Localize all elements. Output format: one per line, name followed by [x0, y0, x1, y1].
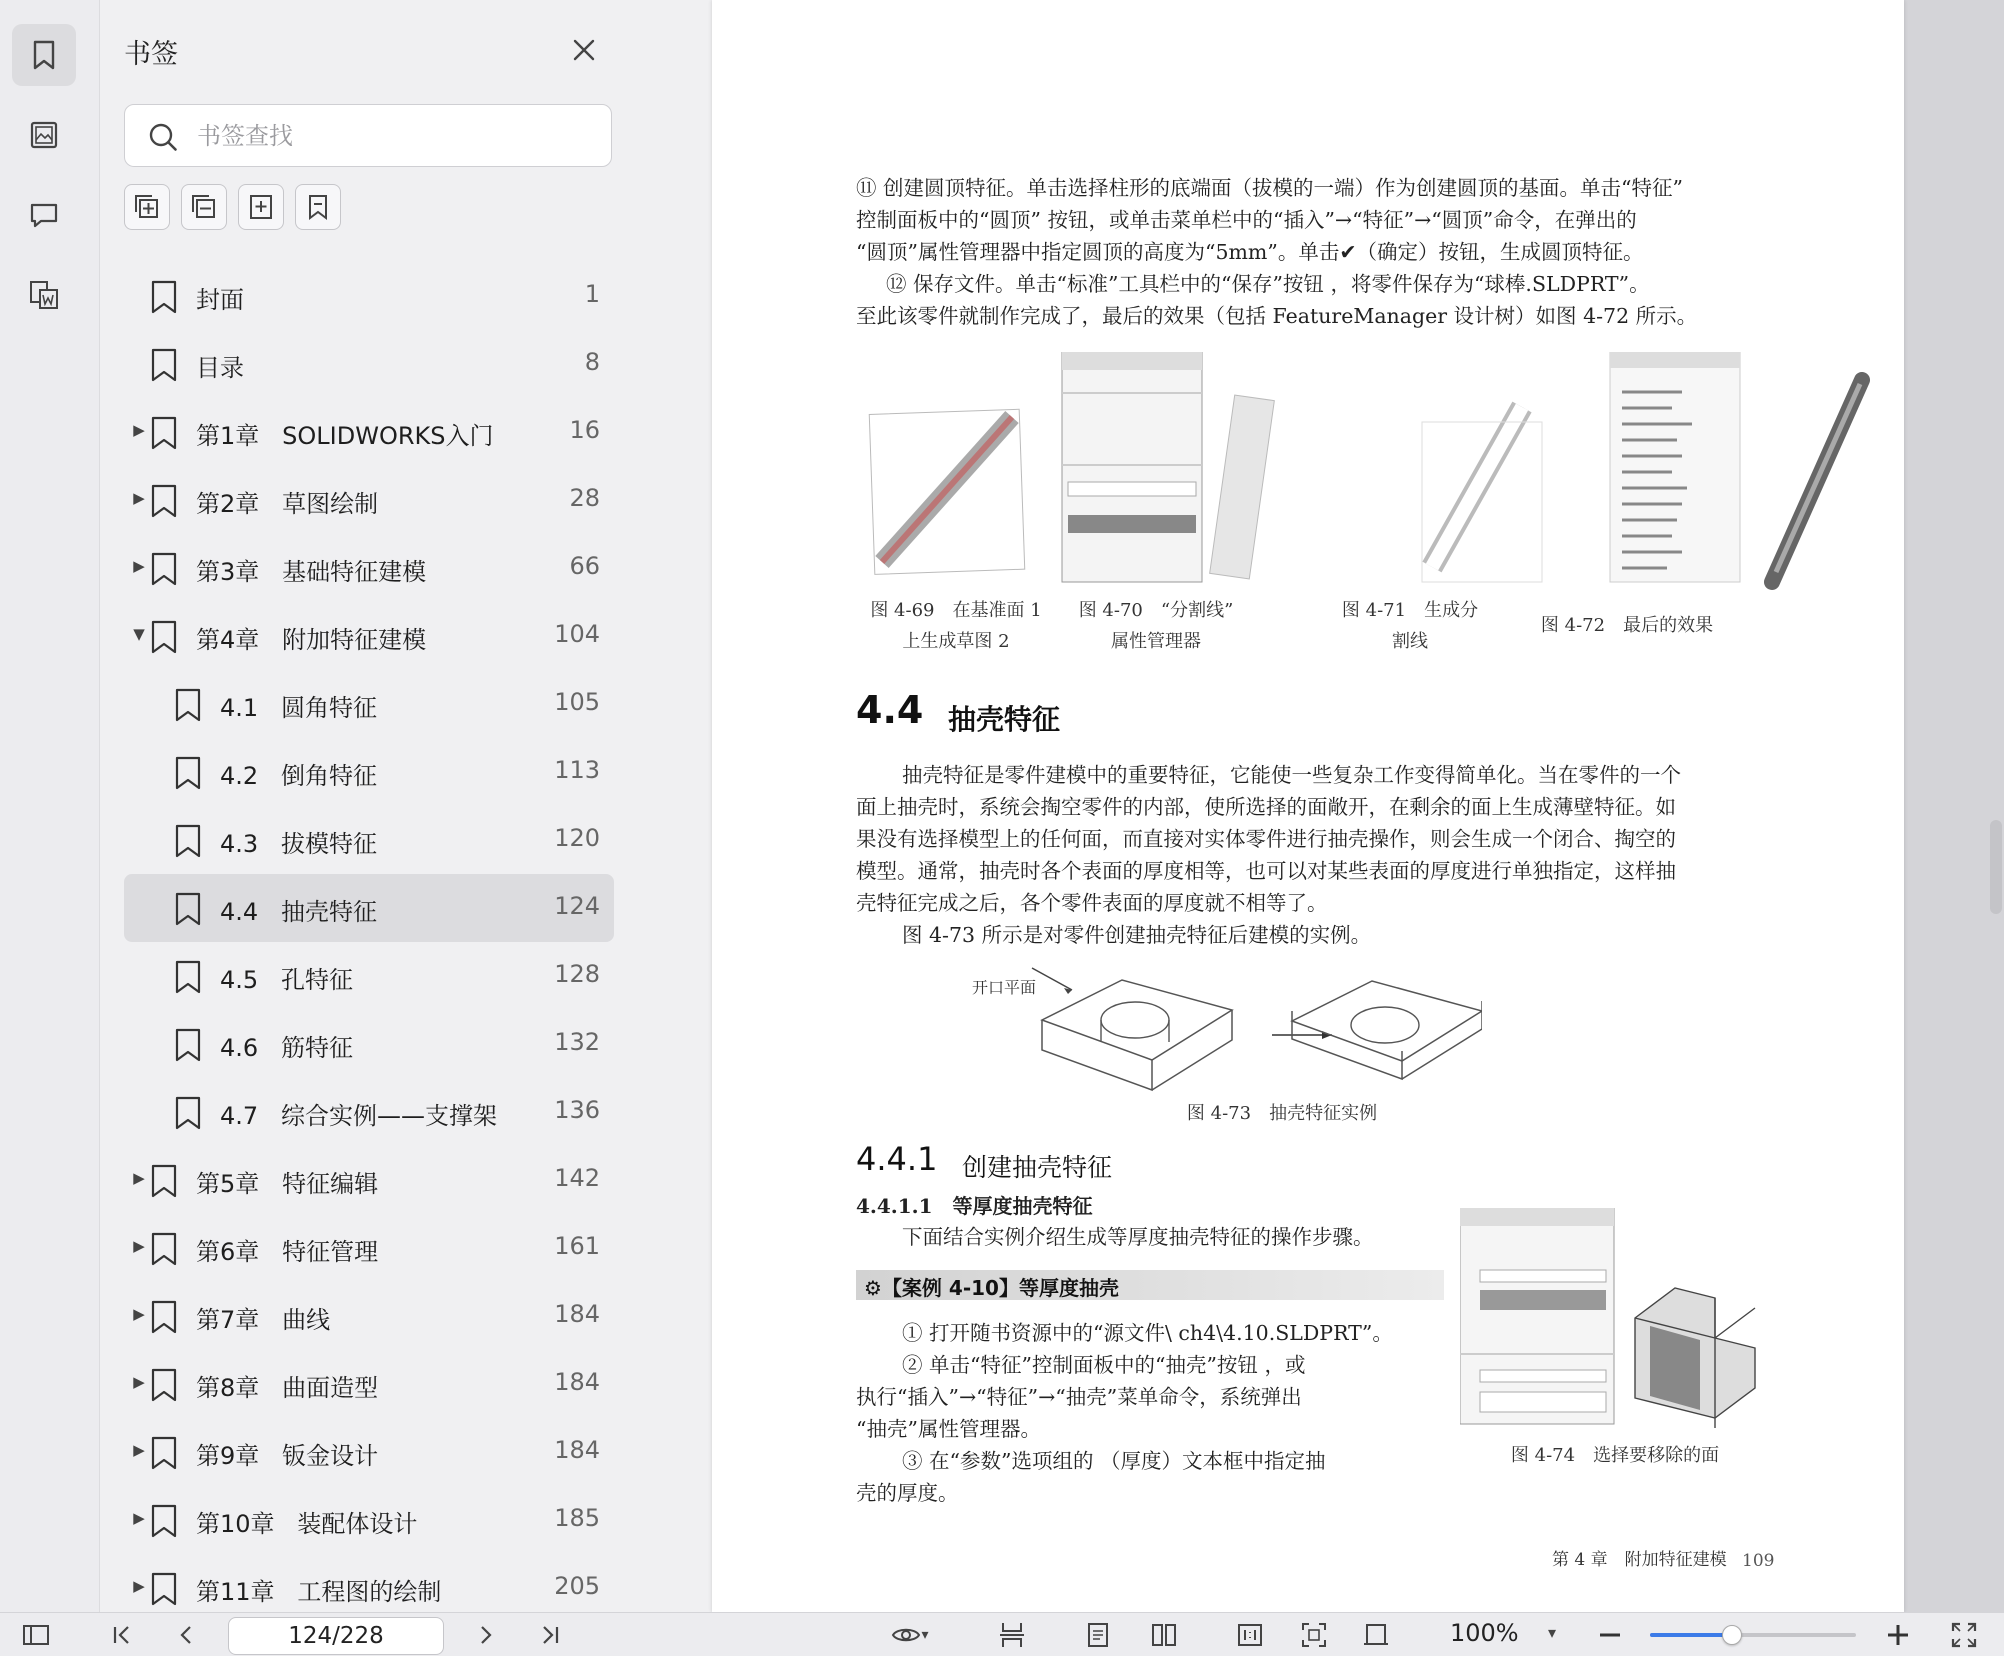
- bookmark-item[interactable]: [124, 670, 614, 738]
- bookmark-page-number: 28: [569, 484, 600, 512]
- bookmark-icon: [150, 1572, 178, 1606]
- figure-4-70-image: [1062, 352, 1274, 582]
- bookmark-icon: [150, 1300, 178, 1334]
- figure-4-71-image: [1422, 407, 1542, 582]
- bookmark-page-number: 105: [554, 688, 600, 716]
- comment-panel-button[interactable]: [12, 184, 76, 246]
- bookmark-page-number: 184: [554, 1368, 600, 1396]
- bookmark-icon: [174, 960, 202, 994]
- subsubsection-title: 4.4.1.1 等厚度抽壳特征: [856, 1194, 1093, 1218]
- chevron-right-icon: [471, 1620, 501, 1650]
- caption-4-69: [854, 595, 1058, 657]
- bookmark-label: 第7章 曲线: [196, 1306, 331, 1334]
- step-line: ③ 在“参数”选项组的 （厚度）文本框中指定抽: [902, 1449, 1326, 1473]
- bookmark-page-number: 142: [554, 1164, 600, 1192]
- bookmark-item[interactable]: [124, 398, 614, 466]
- bookmark-icon: [150, 484, 178, 518]
- paragraph-line: 下面结合实例介绍生成等厚度抽壳特征的操作步骤。: [902, 1225, 1374, 1249]
- bookmark-item[interactable]: [124, 874, 614, 942]
- bookmark-page-number: 8: [584, 348, 600, 376]
- bookmark-page-number: 113: [554, 756, 600, 784]
- bookmark-page-number: 132: [554, 1028, 600, 1056]
- chevron-down-icon: ▾: [921, 1627, 929, 1643]
- caption-4-71: [1322, 595, 1498, 657]
- expand-arrow-right-icon[interactable]: ▶: [133, 1373, 145, 1391]
- zoom-level[interactable]: 100%: [1450, 1619, 1519, 1647]
- bookmark-page-number: 104: [554, 620, 600, 648]
- bookmark-label: 4.1 圆角特征: [220, 694, 378, 722]
- expand-arrow-right-icon[interactable]: ▶: [133, 1305, 145, 1323]
- bookmark-toolbar: [124, 184, 341, 234]
- bookmark-icon: [150, 1504, 178, 1538]
- fullscreen-icon: [1949, 1620, 1979, 1650]
- caption-4-74: 图 4-74 选择要移除的面: [1510, 1445, 1720, 1466]
- bookmark-label: 第5章 特征编辑: [196, 1170, 379, 1198]
- expand-arrow-right-icon[interactable]: ▶: [133, 489, 145, 507]
- caption-line: 图 4-70 “分割线”: [1078, 600, 1234, 621]
- expand-arrow-right-icon[interactable]: ▶: [133, 421, 145, 439]
- bookmark-icon: [174, 1028, 202, 1062]
- paragraph-line: 模型。通常，抽壳时各个表面的厚度相等，也可以对某些表面的厚度进行单独指定，这样抽: [856, 859, 1676, 883]
- bookmark-page-number: 16: [569, 416, 600, 444]
- bookmark-label: 4.6 筋特征: [220, 1034, 354, 1062]
- step-line: 壳的厚度。: [856, 1481, 959, 1505]
- bookmark-label: 第2章 草图绘制: [196, 490, 379, 518]
- fit-page-icon: [1299, 1620, 1329, 1650]
- thumbnail-panel-button[interactable]: [12, 104, 76, 166]
- double-page-button[interactable]: [1146, 1617, 1182, 1653]
- collapse-all-button[interactable]: [181, 184, 227, 230]
- bookmark-label: 第9章 钣金设计: [196, 1442, 379, 1470]
- caption-line: 图 4-69 在基准面 1: [870, 600, 1042, 621]
- paragraph-line: ⑫ 保存文件。单击“标准”工具栏中的“保存”按钮 ，将零件保存为“球棒.SLDPRT”。: [886, 272, 1650, 296]
- case-title-text: 【案例 4-10】等厚度抽壳: [881, 1276, 1119, 1300]
- bookmark-icon: [174, 1096, 202, 1130]
- sidebar-rail: [0, 0, 100, 1612]
- bookmark-label: 第6章 特征管理: [196, 1238, 379, 1266]
- figure-4-69-image: [869, 409, 1024, 574]
- bookmark-item[interactable]: [124, 534, 614, 602]
- bookmark-label: 4.5 孔特征: [220, 966, 354, 994]
- bookmark-item[interactable]: [124, 1282, 614, 1350]
- bookmark-item[interactable]: [124, 1418, 614, 1486]
- sidebar-toggle-icon: [21, 1620, 51, 1650]
- figure-label: 开口平面: [972, 978, 1037, 997]
- bookmark-label: 第10章 装配体设计: [196, 1510, 418, 1538]
- bookmark-page-number: 161: [554, 1232, 600, 1260]
- expand-arrow-right-icon[interactable]: ▶: [133, 1509, 145, 1527]
- expand-arrow-right-icon[interactable]: ▶: [133, 1169, 145, 1187]
- bookmark-icon: [150, 620, 178, 654]
- comment-icon: [27, 198, 61, 232]
- bookmark-page-number: 124: [554, 892, 600, 920]
- first-page-button[interactable]: [104, 1617, 140, 1653]
- figure-4-72-image: [1610, 352, 1740, 582]
- paragraph-line: 果没有选择模型上的任何面，而直接对实体零件进行抽壳操作，则会生成一个闭合、掏空的: [856, 827, 1676, 851]
- bookmark-item[interactable]: [124, 262, 614, 330]
- step-line: “抽壳”属性管理器。: [856, 1417, 1041, 1441]
- caption-line: 上生成草图 2: [902, 631, 1010, 652]
- bookmark-item[interactable]: [124, 1486, 614, 1554]
- bookmark-label: 4.2 倒角特征: [220, 762, 378, 790]
- bookmark-icon: [174, 892, 202, 926]
- step-line: 执行“插入”→“特征”→“抽壳”菜单命令，系统弹出: [856, 1385, 1302, 1409]
- bookmark-page-number: 66: [569, 552, 600, 580]
- bookmark-label: 第4章 附加特征建模: [196, 626, 427, 654]
- first-page-icon: [107, 1620, 137, 1650]
- zoom-out-button[interactable]: [1592, 1617, 1628, 1653]
- remove-bookmark-button[interactable]: [295, 184, 341, 230]
- bookmark-item[interactable]: [124, 466, 614, 534]
- last-page-button[interactable]: [532, 1617, 568, 1653]
- bookmark-item[interactable]: [124, 602, 614, 670]
- zoom-slider[interactable]: [1650, 1633, 1856, 1637]
- paragraph-line: ⑪ 创建圆顶特征。单击选择柱形的底端面（拔模的一端）作为创建圆顶的基面。单击“特征”: [856, 176, 1683, 200]
- bookmark-icon: [150, 552, 178, 586]
- case-title: [864, 1272, 1119, 1301]
- fit-width-button[interactable]: [1358, 1617, 1394, 1653]
- single-page-icon: [1083, 1620, 1113, 1650]
- step-line: ② 单击“特征”控制面板中的“抽壳”按钮 ，或: [902, 1353, 1306, 1377]
- bat-image: [1752, 372, 1872, 592]
- eye-icon: [891, 1620, 921, 1650]
- bookmark-item[interactable]: [124, 806, 614, 874]
- paragraph-line: 控制面板中的“圆顶” 按钮，或单击菜单栏中的“插入”→“特征”→“圆顶”命令，在弹出的: [856, 208, 1637, 232]
- scroll-pages-icon: [997, 1620, 1027, 1650]
- bookmark-item[interactable]: [124, 1146, 614, 1214]
- zoom-slider-handle[interactable]: [1722, 1625, 1742, 1645]
- bookmark-item[interactable]: [124, 1078, 614, 1146]
- bookmark-icon: [150, 1232, 178, 1266]
- document-scrollbar[interactable]: [1990, 820, 2002, 914]
- paragraph-line: “圆顶”属性管理器中指定圆顶的高度为“5mm”。单击✔（确定）按钮，生成圆顶特征。: [856, 240, 1644, 264]
- single-page-button[interactable]: [1080, 1617, 1116, 1653]
- bookmark-icon: [174, 824, 202, 858]
- add-bookmark-button[interactable]: [238, 184, 284, 230]
- expand-arrow-right-icon[interactable]: ▶: [133, 1577, 145, 1595]
- word-convert-icon: [27, 278, 61, 312]
- page-number-input[interactable]: [228, 1617, 444, 1655]
- figure-4-73-image: [1012, 960, 1482, 1100]
- bookmark-icon: [27, 38, 61, 72]
- fit-width-icon: [1361, 1620, 1391, 1650]
- bookmark-panel: [100, 0, 712, 1612]
- image-icon: [27, 118, 61, 152]
- bookmark-icon: [150, 1368, 178, 1402]
- expand-arrow-right-icon[interactable]: ▶: [133, 1441, 145, 1459]
- bookmark-icon: [174, 688, 202, 722]
- section-title: 抽壳特征: [948, 703, 1061, 736]
- fullscreen-button[interactable]: [1946, 1617, 1982, 1653]
- continuous-scroll-button[interactable]: [994, 1617, 1030, 1653]
- bookmark-page-number: 205: [554, 1572, 600, 1600]
- search-icon: [147, 121, 179, 153]
- bookmark-label: 第11章 工程图的绘制: [196, 1578, 442, 1606]
- actual-size-button[interactable]: [1232, 1617, 1268, 1653]
- plus-icon: [1883, 1620, 1913, 1650]
- bookmark-icon: [150, 1436, 178, 1470]
- paragraph-line: 至此该零件就制作完成了，最后的效果（包括 FeatureManager 设计树）如图 4-72 所示。: [856, 304, 1698, 328]
- zoom-in-button[interactable]: [1880, 1617, 1916, 1653]
- bookmark-label: 目录: [196, 354, 244, 382]
- bookmark-icon: [150, 280, 178, 314]
- bottom-toolbar: [0, 1612, 2004, 1656]
- expand-arrow-right-icon[interactable]: ▶: [133, 557, 145, 575]
- figure-row-469-472: [862, 352, 1750, 590]
- bookmark-list: [124, 262, 614, 1622]
- double-page-icon: [1149, 1620, 1179, 1650]
- chevron-left-icon: [171, 1620, 201, 1650]
- caption-line: 割线: [1392, 631, 1428, 652]
- bookmark-page-number: 120: [554, 824, 600, 852]
- caption-line: 属性管理器: [1111, 631, 1201, 652]
- bookmark-label: 4.3 拔模特征: [220, 830, 378, 858]
- bookmark-panel-button[interactable]: [12, 24, 76, 86]
- paragraph-line: 抽壳特征是零件建模中的重要特征，它能使一些复杂工作变得简单化。当在零件的一个: [902, 763, 1681, 787]
- bookmark-search: [124, 104, 612, 167]
- gear-icon: ⚙: [864, 1276, 882, 1300]
- zoom-slider-fill: [1650, 1633, 1732, 1637]
- subsection-title: 创建抽壳特征: [962, 1153, 1113, 1182]
- caption-4-70: [1068, 595, 1244, 657]
- paragraph-line: 面上抽壳时，系统会掏空零件的内部，使所选择的面敞开，在剩余的面上生成薄壁特征。如: [856, 795, 1676, 819]
- paragraph-line: 图 4-73 所示是对零件创建抽壳特征后建模的实例。: [902, 923, 1372, 947]
- close-icon[interactable]: [566, 32, 602, 68]
- next-page-button[interactable]: [468, 1617, 504, 1653]
- bookmark-label: 第1章 SOLIDWORKS入门: [196, 422, 494, 450]
- expand-arrow-down-icon[interactable]: ▼: [133, 625, 145, 643]
- bookmark-item[interactable]: [124, 942, 614, 1010]
- actual-size-icon: [1235, 1620, 1265, 1650]
- bookmark-label: 4.4 抽壳特征: [220, 898, 378, 926]
- bookmark-page-number: 128: [554, 960, 600, 988]
- bookmark-page-number: 136: [554, 1096, 600, 1124]
- last-page-icon: [535, 1620, 565, 1650]
- bookmark-label: 4.7 综合实例——支撑架: [220, 1102, 498, 1130]
- bookmark-item[interactable]: [124, 330, 614, 398]
- fit-page-button[interactable]: [1296, 1617, 1332, 1653]
- page-footer-chapter: 第 4 章 附加特征建模: [1552, 1550, 1727, 1570]
- bookmark-label: 第3章 基础特征建模: [196, 558, 427, 586]
- section-number: 4.4: [856, 688, 924, 732]
- bookmark-outline-icon: [303, 192, 333, 222]
- add-bookmark-icon: [246, 192, 276, 222]
- figure-4-74-image: [1460, 1208, 1770, 1428]
- bookmark-icon: [150, 348, 178, 382]
- convert-panel-button[interactable]: [12, 264, 76, 326]
- bookmark-item[interactable]: [124, 1010, 614, 1078]
- collapse-all-icon: [189, 192, 219, 222]
- chevron-down-icon[interactable]: ▾: [1548, 1623, 1557, 1642]
- bookmark-item[interactable]: [124, 1350, 614, 1418]
- document-viewport: [712, 0, 2004, 1612]
- bookmark-icon: [174, 756, 202, 790]
- expand-all-button[interactable]: [124, 184, 170, 230]
- caption-4-73: 图 4-73 抽壳特征实例: [1186, 1103, 1378, 1124]
- toggle-sidebar-button[interactable]: [18, 1617, 54, 1653]
- bookmark-page-number: 1: [584, 280, 600, 308]
- bookmark-label: 封面: [196, 286, 244, 314]
- bookmark-item[interactable]: [124, 1214, 614, 1282]
- bookmark-page-number: 184: [554, 1300, 600, 1328]
- bookmark-item[interactable]: [124, 738, 614, 806]
- caption-line: 图 4-71 生成分: [1341, 600, 1479, 621]
- paragraph-line: 壳特征完成之后，各个零件表面的厚度就不相等了。: [856, 891, 1328, 915]
- pdf-page: [712, 0, 1904, 1612]
- minus-icon: [1595, 1620, 1625, 1650]
- search-input[interactable]: [197, 115, 597, 157]
- step-line: ① 打开随书资源中的“源文件\ ch4\4.10.SLDPRT”。: [902, 1321, 1393, 1345]
- page-footer-number: 109: [1742, 1551, 1775, 1571]
- bookmark-page-number: 184: [554, 1436, 600, 1464]
- bookmark-label: 第8章 曲面造型: [196, 1374, 379, 1402]
- expand-all-icon: [132, 192, 162, 222]
- bookmark-icon: [150, 1164, 178, 1198]
- view-mode-button[interactable]: [880, 1617, 940, 1653]
- previous-page-button[interactable]: [168, 1617, 204, 1653]
- expand-arrow-right-icon[interactable]: ▶: [133, 1237, 145, 1255]
- caption-4-72: 图 4-72 最后的效果: [1540, 615, 1714, 636]
- bookmark-icon: [150, 416, 178, 450]
- bookmark-page-number: 185: [554, 1504, 600, 1532]
- panel-title: 书签: [124, 39, 178, 70]
- subsection-number: 4.4.1: [856, 1140, 938, 1178]
